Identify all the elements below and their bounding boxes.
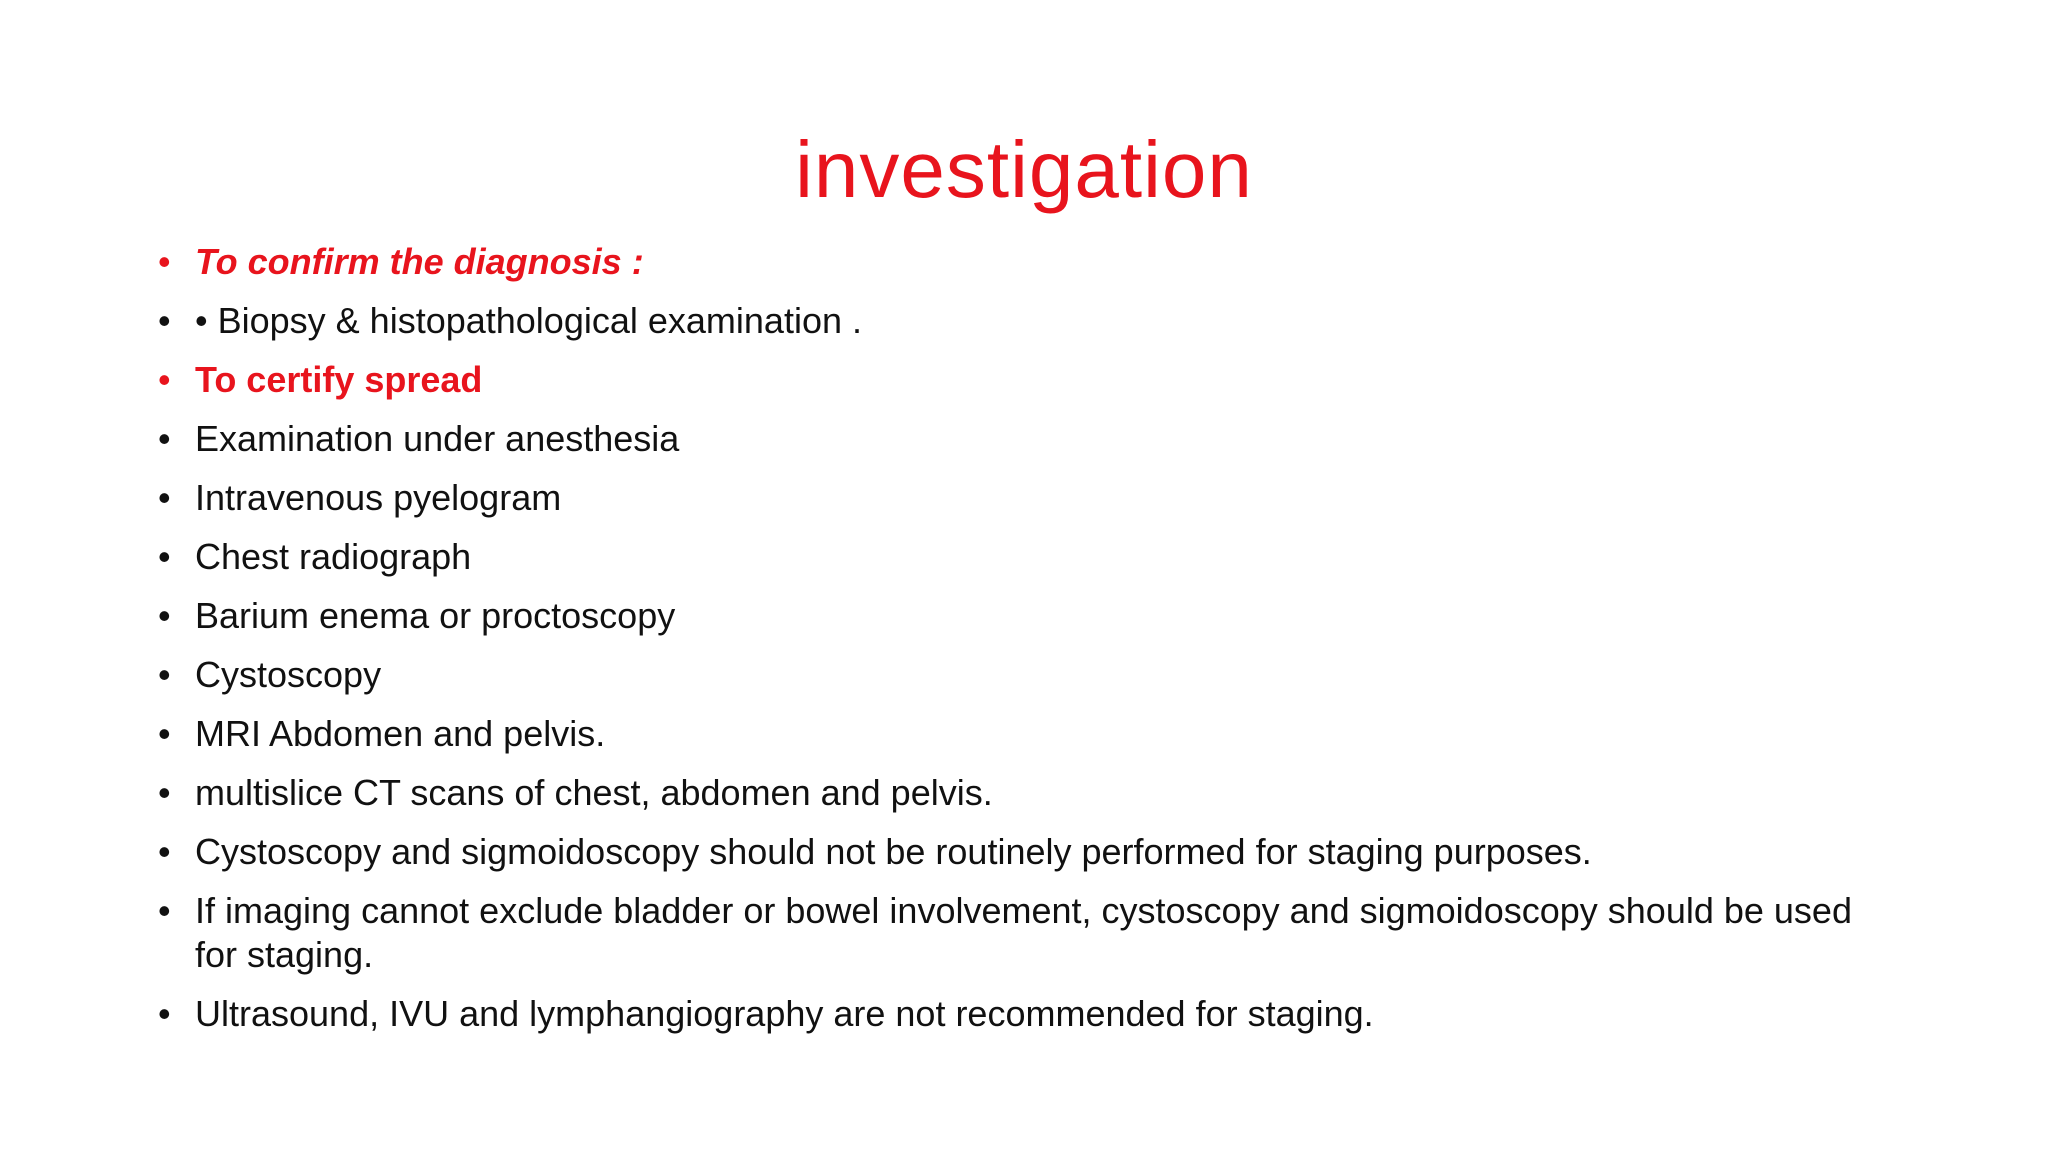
bullet-item: [158, 771, 1858, 815]
bullet-item: [158, 358, 1858, 402]
bullet-text: To confirm the diagnosis :: [195, 241, 644, 282]
bullet-text: If imaging cannot exclude bladder or bowel involvement, cystoscopy and sigmoidoscopy should be used for staging.: [195, 890, 1852, 975]
bullet-text: Cystoscopy and sigmoidoscopy should not be routinely performed for staging purposes.: [195, 831, 1592, 872]
bullet-dot-icon: •: [158, 772, 171, 813]
bullet-text: Barium enema or proctoscopy: [195, 595, 676, 636]
bullet-text: To certify spread: [195, 359, 483, 400]
bullet-item: [158, 889, 1858, 977]
bullet-item: [158, 476, 1858, 520]
bullet-dot-icon: •: [158, 536, 171, 577]
bullet-item: [158, 417, 1858, 461]
bullet-dot-icon: •: [158, 477, 171, 518]
bullet-dot-icon: •: [158, 890, 171, 931]
bullet-dot-icon: •: [158, 241, 171, 282]
bullet-text: MRI Abdomen and pelvis.: [195, 713, 606, 754]
bullet-item: [158, 240, 1858, 284]
bullet-text: multislice CT scans of chest, abdomen and pelvis.: [195, 772, 993, 813]
bullet-text: • Biopsy & histopathological examination .: [195, 300, 862, 341]
bullet-dot-icon: •: [158, 418, 171, 459]
bullet-dot-icon: •: [158, 713, 171, 754]
bullet-item: [158, 830, 1858, 874]
bullet-text: Intravenous pyelogram: [195, 477, 562, 518]
bullet-dot-icon: •: [158, 993, 171, 1034]
bullet-dot-icon: •: [158, 595, 171, 636]
bullet-item: [158, 712, 1858, 756]
bullet-item: [158, 653, 1858, 697]
bullet-dot-icon: •: [158, 831, 171, 872]
bullet-item: [158, 992, 1858, 1036]
bullet-dot-icon: •: [158, 300, 171, 341]
bullet-text: Chest radiograph: [195, 536, 472, 577]
bullet-item: [158, 299, 1858, 343]
bullet-item: [158, 594, 1858, 638]
bullet-item: [158, 535, 1858, 579]
bullet-text: Cystoscopy: [195, 654, 382, 695]
bullet-text: Examination under anesthesia: [195, 418, 680, 459]
bullet-list: [158, 240, 1858, 1051]
bullet-text: Ultrasound, IVU and lymphangiography are not recommended for staging.: [195, 993, 1374, 1034]
slide-title: investigation: [795, 125, 1253, 214]
bullet-dot-icon: •: [158, 654, 171, 695]
bullet-dot-icon: •: [158, 359, 171, 400]
